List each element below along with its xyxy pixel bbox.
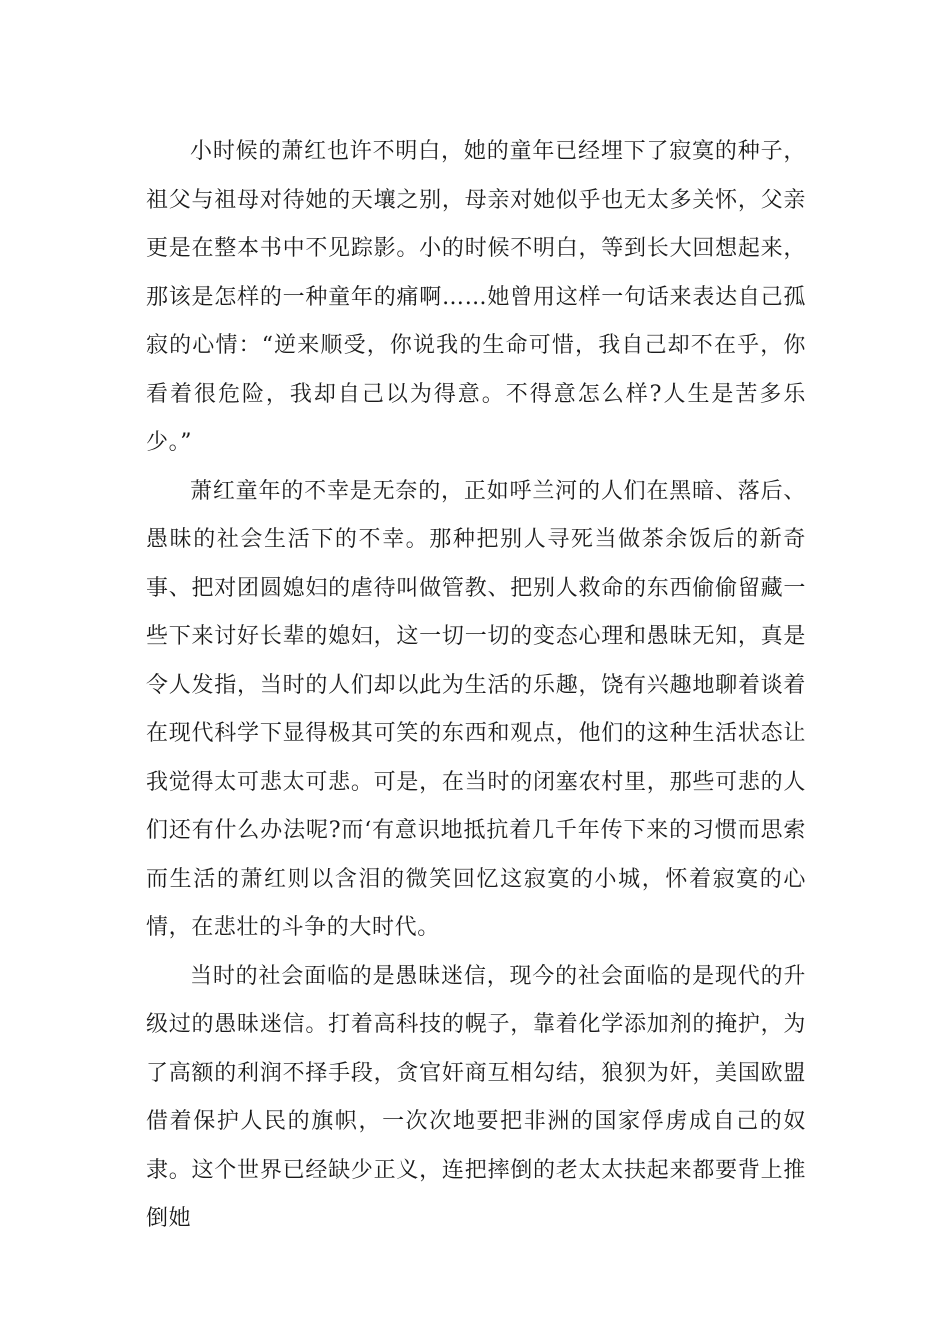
paragraph-2: 萧红童年的不幸是无奈的，正如呼兰河的人们在黑暗、落后、愚昧的社会生活下的不幸。那种把别人寻死当做茶余饭后的新奇事、把对团圆媳妇的虐待叫做管教、把别人救命的东西偷偷留藏一些下来讨好长辈的媳妇，这一切一切的变态心理和愚昧无知，真是令人发指，当时的人们却以此为生活的乐趣，饶有兴趣地聊着谈着在现代科学下显得极其可笑的东西和观点，他们的这种生活状态让我觉得太可悲太可悲。可是，在当时的闭塞农村里，那些可悲的人们还有什么办法呢?而‘有意识地抵抗着几千年传下来的习惯而思索而生活的萧红则以含泪的微笑回忆这寂寞的小城，怀着寂寞的心情，在悲壮的斗争的大时代。 (146, 478, 806, 940)
document-body (146, 128, 806, 1244)
paragraph-3: 当时的社会面临的是愚昧迷信，现今的社会面临的是现代的升级过的愚昧迷信。打着高科技的幌子，靠着化学添加剂的掩护，为了高额的利润不择手段，贪官奸商互相勾结，狼狈为奸，美国欧盟借着保护人民的旗帜，一次次地要把非洲的国家俘虏成自己的奴隶。这个世界已经缺少正义，连把摔倒的老太太扶起来都要背上推倒她 (146, 963, 806, 1231)
paragraph-1: 小时候的萧红也许不明白，她的童年已经埋下了寂寞的种子，祖父与祖母对待她的天壤之别，母亲对她似乎也无太多关怀，父亲更是在整本书中不见踪影。小的时候不明白，等到长大回想起来，那该是怎样的一种童年的痛啊……她曾用这样一句话来表达自己孤寂的心情：“逆来顺受，你说我的生命可惜，我自己却不在乎，你看着很危险，我却自己以为得意。不得意怎么样?人生是苦多乐少。” (146, 139, 806, 455)
